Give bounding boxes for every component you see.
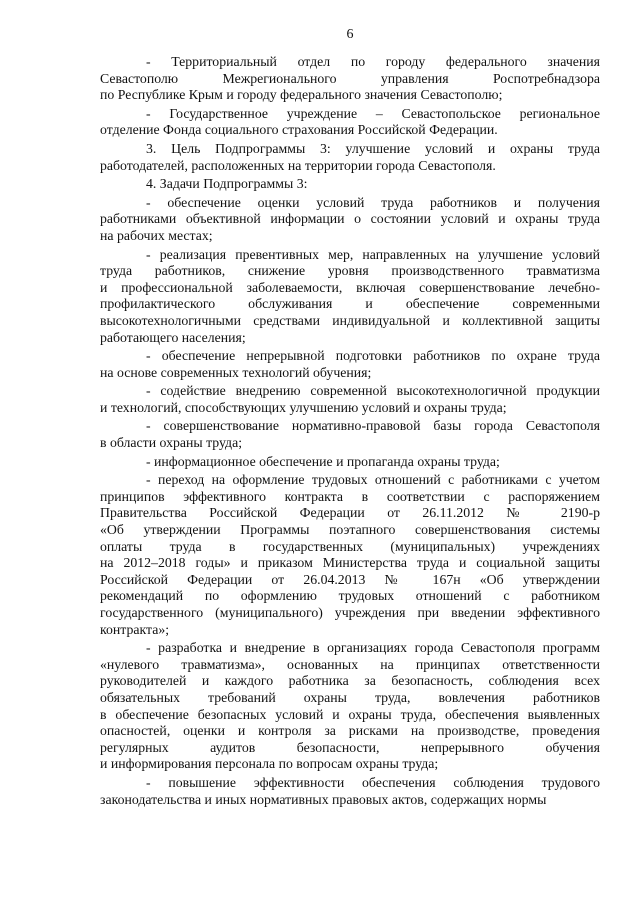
text-line: труда работников, снижение уровня производственного травматизма bbox=[100, 263, 600, 279]
document-body bbox=[100, 54, 600, 808]
text-line: работающего населения; bbox=[100, 329, 246, 345]
paragraph bbox=[100, 195, 600, 245]
text-line: отделение Фонда социального страхования Российской Федерации. bbox=[100, 122, 498, 138]
text-line: Правительства Российской Федерации от 26.11.2012 № 2190-р bbox=[100, 505, 600, 521]
text-line: - Государственное учреждение – Севастопольское региональное bbox=[146, 105, 600, 121]
text-line: рекомендаций по оформлению трудовых отношений с работником bbox=[100, 588, 600, 604]
text-line: - Территориальный отдел по городу федерального значения bbox=[146, 54, 600, 69]
paragraph bbox=[100, 141, 600, 174]
paragraph bbox=[100, 472, 600, 638]
text-line: на основе современных технологий обучения; bbox=[100, 364, 372, 380]
paragraph bbox=[100, 454, 600, 471]
text-line: - переход на оформление трудовых отношений с работниками с учетом bbox=[146, 472, 600, 488]
paragraph bbox=[100, 176, 600, 193]
text-line: в области охраны труда; bbox=[100, 435, 243, 451]
text-line: работниками объективной информации о состоянии условий и охраны труда bbox=[100, 211, 600, 227]
text-line: опасностей, оценки и контроля за рисками на производстве, проведения bbox=[100, 723, 600, 739]
text-line: по Республике Крым и городу федерального значения Севастополю; bbox=[100, 87, 503, 103]
text-line: на 2012–2018 годы» и приказом Министерства труда и социальной защиты bbox=[100, 555, 600, 571]
paragraph bbox=[100, 247, 600, 347]
text-line: 3. Цель Подпрограммы 3: улучшение условий и охраны труда bbox=[146, 140, 600, 156]
text-line: и информирования персонала по вопросам охраны труда; bbox=[100, 756, 439, 772]
text-line: - совершенствование нормативно-правовой базы города Севастополя bbox=[146, 418, 600, 434]
text-line: - повышение эффективности обеспечения соблюдения трудового bbox=[146, 774, 600, 790]
paragraph bbox=[100, 348, 600, 381]
paragraph bbox=[100, 418, 600, 451]
text-line: - информационное обеспечение и пропаганда охраны труда; bbox=[146, 453, 500, 469]
text-line: и технологий, способствующих улучшению условий и охраны труда; bbox=[100, 399, 507, 415]
text-line: руководителей и каждого работника за безопасность, соблюдения всех bbox=[100, 673, 600, 689]
text-line: - обеспечение непрерывной подготовки работников по охране труда bbox=[146, 348, 600, 364]
text-line: - обеспечение оценки условий труда работников и получения bbox=[146, 194, 600, 210]
text-line: оплаты труда в государственных (муниципальных) учреждениях bbox=[100, 538, 600, 554]
text-line: Российской Федерации от 26.04.2013 № 167н «Об утверждении bbox=[100, 571, 600, 587]
text-line: в обеспечение безопасных условий и охраны труда, обеспечения выявленных bbox=[100, 706, 600, 722]
text-line: и профессиональной заболеваемости, включая совершенствование лечебно- bbox=[100, 279, 600, 295]
text-line: регулярных аудитов безопасности, непрерывного обучения bbox=[100, 739, 600, 755]
text-line: государственного (муниципального) учреждения при введении эффективного bbox=[100, 605, 600, 620]
text-line: - реализация превентивных мер, направленных на улучшение условий bbox=[146, 246, 600, 262]
text-line: работодателей, расположенных на территории города Севастополя. bbox=[100, 157, 496, 173]
text-line: «нулевого травматизма», основанных на принципах ответственности bbox=[100, 656, 600, 672]
text-line: профилактического обслуживания и обеспечение современными bbox=[100, 296, 600, 312]
text-line: высокотехнологичными средствами индивидуальной и коллективной защиты bbox=[100, 312, 600, 328]
paragraph bbox=[100, 54, 600, 104]
text-line: «Об утверждении Программы поэтапного совершенствования системы bbox=[100, 522, 600, 538]
paragraph bbox=[100, 775, 600, 808]
text-line: - содействие внедрению современной высокотехнологичной продукции bbox=[146, 383, 600, 399]
paragraph bbox=[100, 383, 600, 416]
text-line: контракта»; bbox=[100, 621, 170, 637]
text-line: законодательства и иных нормативных правовых актов, содержащих нормы bbox=[100, 791, 547, 807]
page-number: 6 bbox=[346, 27, 354, 42]
text-line: на рабочих местах; bbox=[100, 227, 213, 243]
text-line: 4. Задачи Подпрограммы 3: bbox=[146, 176, 308, 192]
text-line: обязательных требований охраны труда, вовлечения работников bbox=[100, 689, 600, 705]
text-line: - разработка и внедрение в организациях города Севастополя программ bbox=[146, 640, 600, 656]
text-line: принципов эффективного контракта в соответствии с распоряжением bbox=[100, 488, 600, 504]
paragraph bbox=[100, 640, 600, 773]
text-line: Севастополю Межрегионального управления Роспотребнадзора bbox=[100, 70, 600, 86]
paragraph bbox=[100, 106, 600, 139]
